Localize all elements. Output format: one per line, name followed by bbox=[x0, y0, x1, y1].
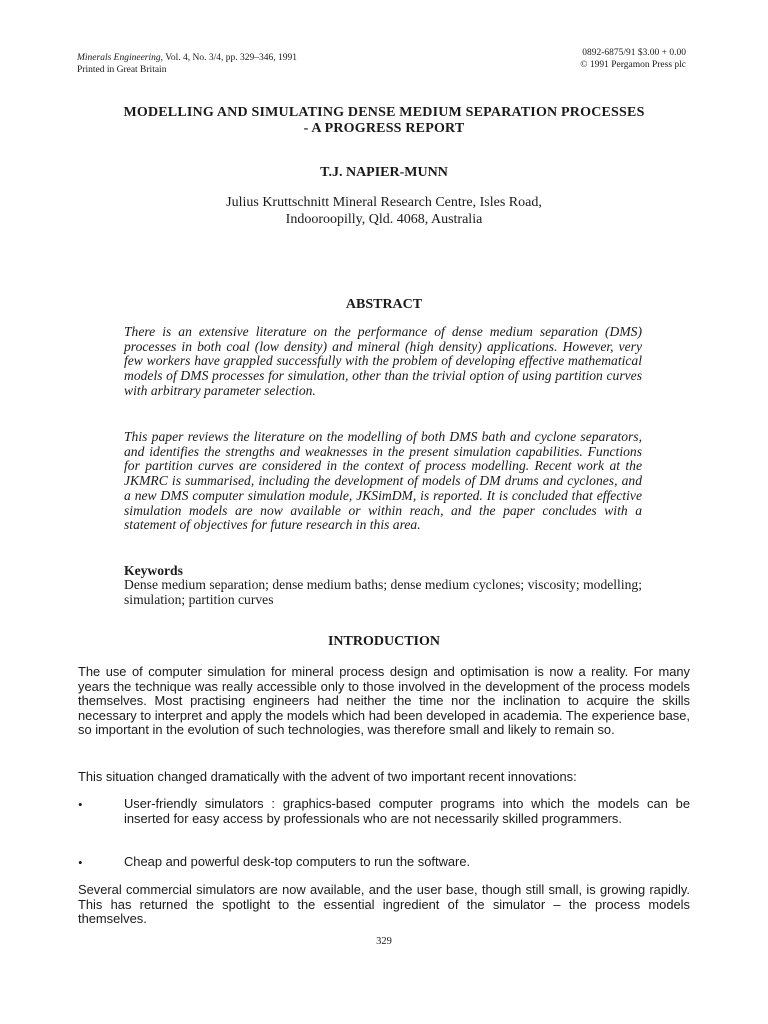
page-number: 329 bbox=[376, 936, 392, 947]
author: T.J. NAPIER-MUNN bbox=[320, 165, 448, 180]
introduction-paragraph-1: The use of computer simulation for mineral process design and optimisation is now a reality. For many years the technique was really accessible only to those involved in the development of the process models themselves. Most practising engineers had neither the time nor the inclination to acquire the skills necessary to interpret and apply the models which had been developed in academia. The experience base, so important in the evolution of such technologies, was therefore small and likely to remain so. bbox=[78, 664, 690, 738]
introduction-paragraph-2: This situation changed dramatically with the advent of two important recent innovations: bbox=[78, 769, 577, 784]
affiliation-line-2: Indooroopilly, Qld. 4068, Australia bbox=[285, 212, 483, 227]
affiliation-line-1: Julius Kruttschnitt Mineral Research Centre, Isles Road, bbox=[226, 195, 542, 210]
keywords-heading: Keywords bbox=[124, 563, 183, 578]
journal-citation bbox=[77, 52, 297, 76]
paper-title bbox=[40, 105, 728, 137]
bullet-marker: • bbox=[78, 855, 83, 870]
introduction-heading: INTRODUCTION bbox=[327, 634, 440, 649]
introduction-paragraph-3: Several commercial simulators are now available, and the user base, though still small, is growing rapidly. This has returned the spotlight to the essential ingredient of the simulator – the process models themselves. bbox=[78, 882, 690, 927]
issn-price: 0892-6875/91 $3.00 + 0.00 bbox=[582, 48, 686, 58]
title-line-1: MODELLING AND SIMULATING DENSE MEDIUM SEPARATION PROCESSES bbox=[123, 105, 645, 120]
bullet-item: User-friendly simulators : graphics-based computer programs into which the models can be inserted for easy access by professionals who are not necessarily skilled programmers. bbox=[124, 796, 690, 826]
bullet-marker: • bbox=[78, 797, 83, 812]
printed-location: Printed in Great Britain bbox=[77, 65, 167, 75]
abstract-paragraph-1: There is an extensive literature on the performance of dense medium separation (DMS) processes in both coal (low density) and mineral (high density) applications. However, very few workers have grappled successfully with the problem of developing effective mathematical models of DMS processes for simulation, other than the trivial option of using partition curves with arbitrary parameter selection. bbox=[124, 324, 642, 398]
journal-name: Minerals Engineering bbox=[77, 53, 161, 63]
abstract-paragraph-2: This paper reviews the literature on the modelling of both DMS bath and cyclone separators, and identifies the strengths and weaknesses in the present simulation capabilities. Functions for partition curves are considered in the context of process modelling. Recent work at the JKMRC is summarised, including the development of models of DM drums and cyclones, and a new DMS computer simulation module, JKSimDM, is reported. It is concluded that effective simulation models are now available or within reach, and the paper concludes with a statement of objectives for future research in this area. bbox=[124, 429, 642, 533]
copyright: © 1991 Pergamon Press plc bbox=[580, 60, 686, 70]
abstract-heading: ABSTRACT bbox=[345, 297, 423, 312]
affiliation bbox=[40, 194, 728, 228]
keywords-text: Dense medium separation; dense medium baths; dense medium cyclones; viscosity; modelling; simulation; partition curves bbox=[124, 577, 642, 607]
title-line-2: - A PROGRESS REPORT bbox=[303, 121, 465, 136]
citation-details: , Vol. 4, No. 3/4, pp. 329–346, 1991 bbox=[160, 53, 297, 63]
publisher-info bbox=[580, 47, 686, 71]
bullet-item: Cheap and powerful desk-top computers to run the software. bbox=[124, 854, 471, 869]
